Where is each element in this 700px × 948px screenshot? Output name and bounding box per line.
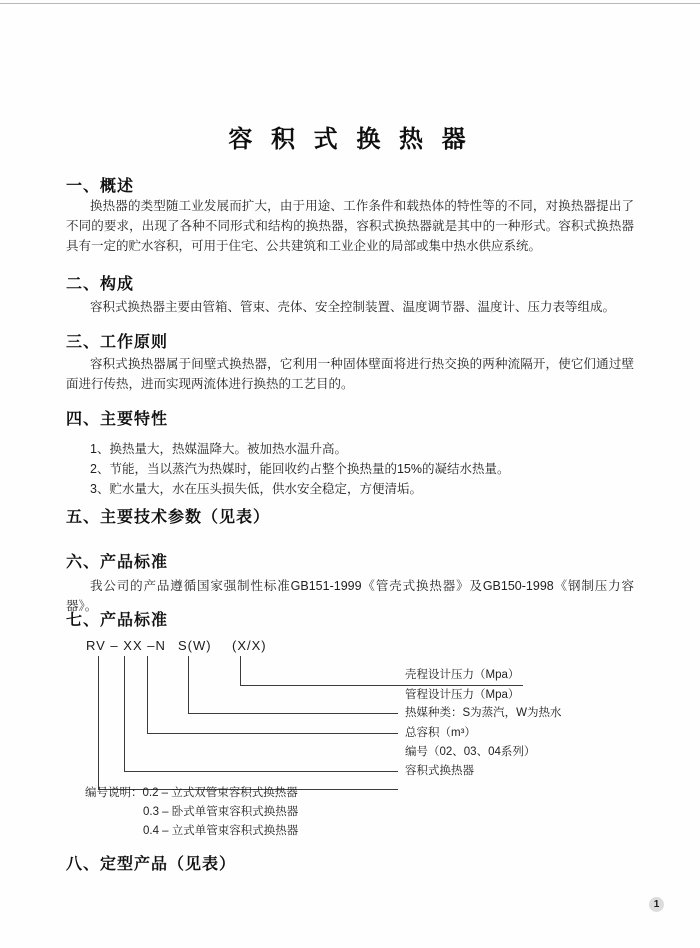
model-code-series: RV – XX –N bbox=[86, 638, 166, 653]
page-top-edge bbox=[0, 3, 700, 4]
leader-line-product bbox=[98, 656, 398, 790]
model-code-medium: S(W) bbox=[178, 638, 212, 653]
section-heading-principle: 三、工作原则 bbox=[66, 334, 169, 351]
numbering-note-2: 0.3 – 卧式单管束容积式换热器 bbox=[143, 806, 299, 818]
numbering-notes bbox=[66, 784, 486, 841]
numbering-notes-label: 编号说明： bbox=[85, 787, 143, 799]
label-shell-pressure: 壳程设计压力（Mpa） bbox=[403, 668, 523, 686]
page-number-badge: 1 bbox=[649, 897, 664, 912]
label-product-type: 容积式换热器 bbox=[405, 765, 474, 777]
section-heading-overview: 一、概述 bbox=[66, 178, 135, 195]
paragraph-standards: 我公司的产品遵循国家强制性标准GB151-1999《管壳式换热器》及GB150-1998《钢制压力容器》。 bbox=[66, 579, 634, 613]
label-medium-type: 热媒种类：S为蒸汽，W为热水 bbox=[405, 707, 562, 719]
section-heading-parameters: 五、主要技术参数（见表） bbox=[66, 509, 271, 526]
feature-item-3: 3、贮水量大，水在压头损失低，供水安全稳定，方便清垢。 bbox=[90, 482, 422, 496]
section-heading-model: 七、产品标准 bbox=[66, 612, 169, 629]
section-heading-composition: 二、构成 bbox=[66, 276, 135, 293]
feature-item-2: 2、节能，当以蒸汽为热媒时，能回收约占整个换热量的15%的凝结水热量。 bbox=[90, 462, 510, 476]
model-code-pressure: (X/X) bbox=[232, 638, 267, 653]
numbering-note-3: 0.4 – 立式单管束容积式换热器 bbox=[143, 825, 299, 837]
paragraph-composition: 容积式换热器主要由管箱、管束、壳体、安全控制装置、温度调节器、温度计、压力表等组成。 bbox=[90, 300, 616, 314]
numbering-note-1: 0.2 – 立式双管束容积式换热器 bbox=[142, 787, 298, 799]
section-heading-features: 四、主要特性 bbox=[66, 411, 169, 428]
section-heading-products: 八、定型产品（见表） bbox=[66, 856, 237, 873]
model-code-diagram bbox=[66, 638, 634, 786]
paragraph-principle: 容积式换热器属于间壁式换热器，它利用一种固体壁面将进行热交换的两种流隔开，使它们通过壁面进行传热，进而实现两流体进行换热的工艺目的。 bbox=[66, 357, 634, 391]
feature-item-1: 1、换热量大，热媒温降大。被加热水温升高。 bbox=[90, 442, 347, 456]
section-heading-standards: 六、产品标准 bbox=[66, 554, 169, 571]
label-total-volume: 总容积（m³） bbox=[405, 727, 476, 739]
feature-list bbox=[90, 439, 634, 499]
paragraph-overview: 换热器的类型随工业发展而扩大，由于用途、工作条件和载热体的特性等的不同，对换热器提出了不同的要求，出现了各种不同形式和结构的换热器，容积式换热器就是其中的一种形式。容积式换热器具有一定的贮水容积，可用于住宅、公共建筑和工业企业的局部或集中热水供应系统。 bbox=[66, 199, 634, 253]
label-serial-number: 编号（02、03、04系列） bbox=[405, 746, 536, 758]
label-tube-pressure: 管程设计压力（Mpa） bbox=[405, 689, 520, 701]
document-title: 容 积 式 换 热 器 bbox=[228, 126, 472, 153]
